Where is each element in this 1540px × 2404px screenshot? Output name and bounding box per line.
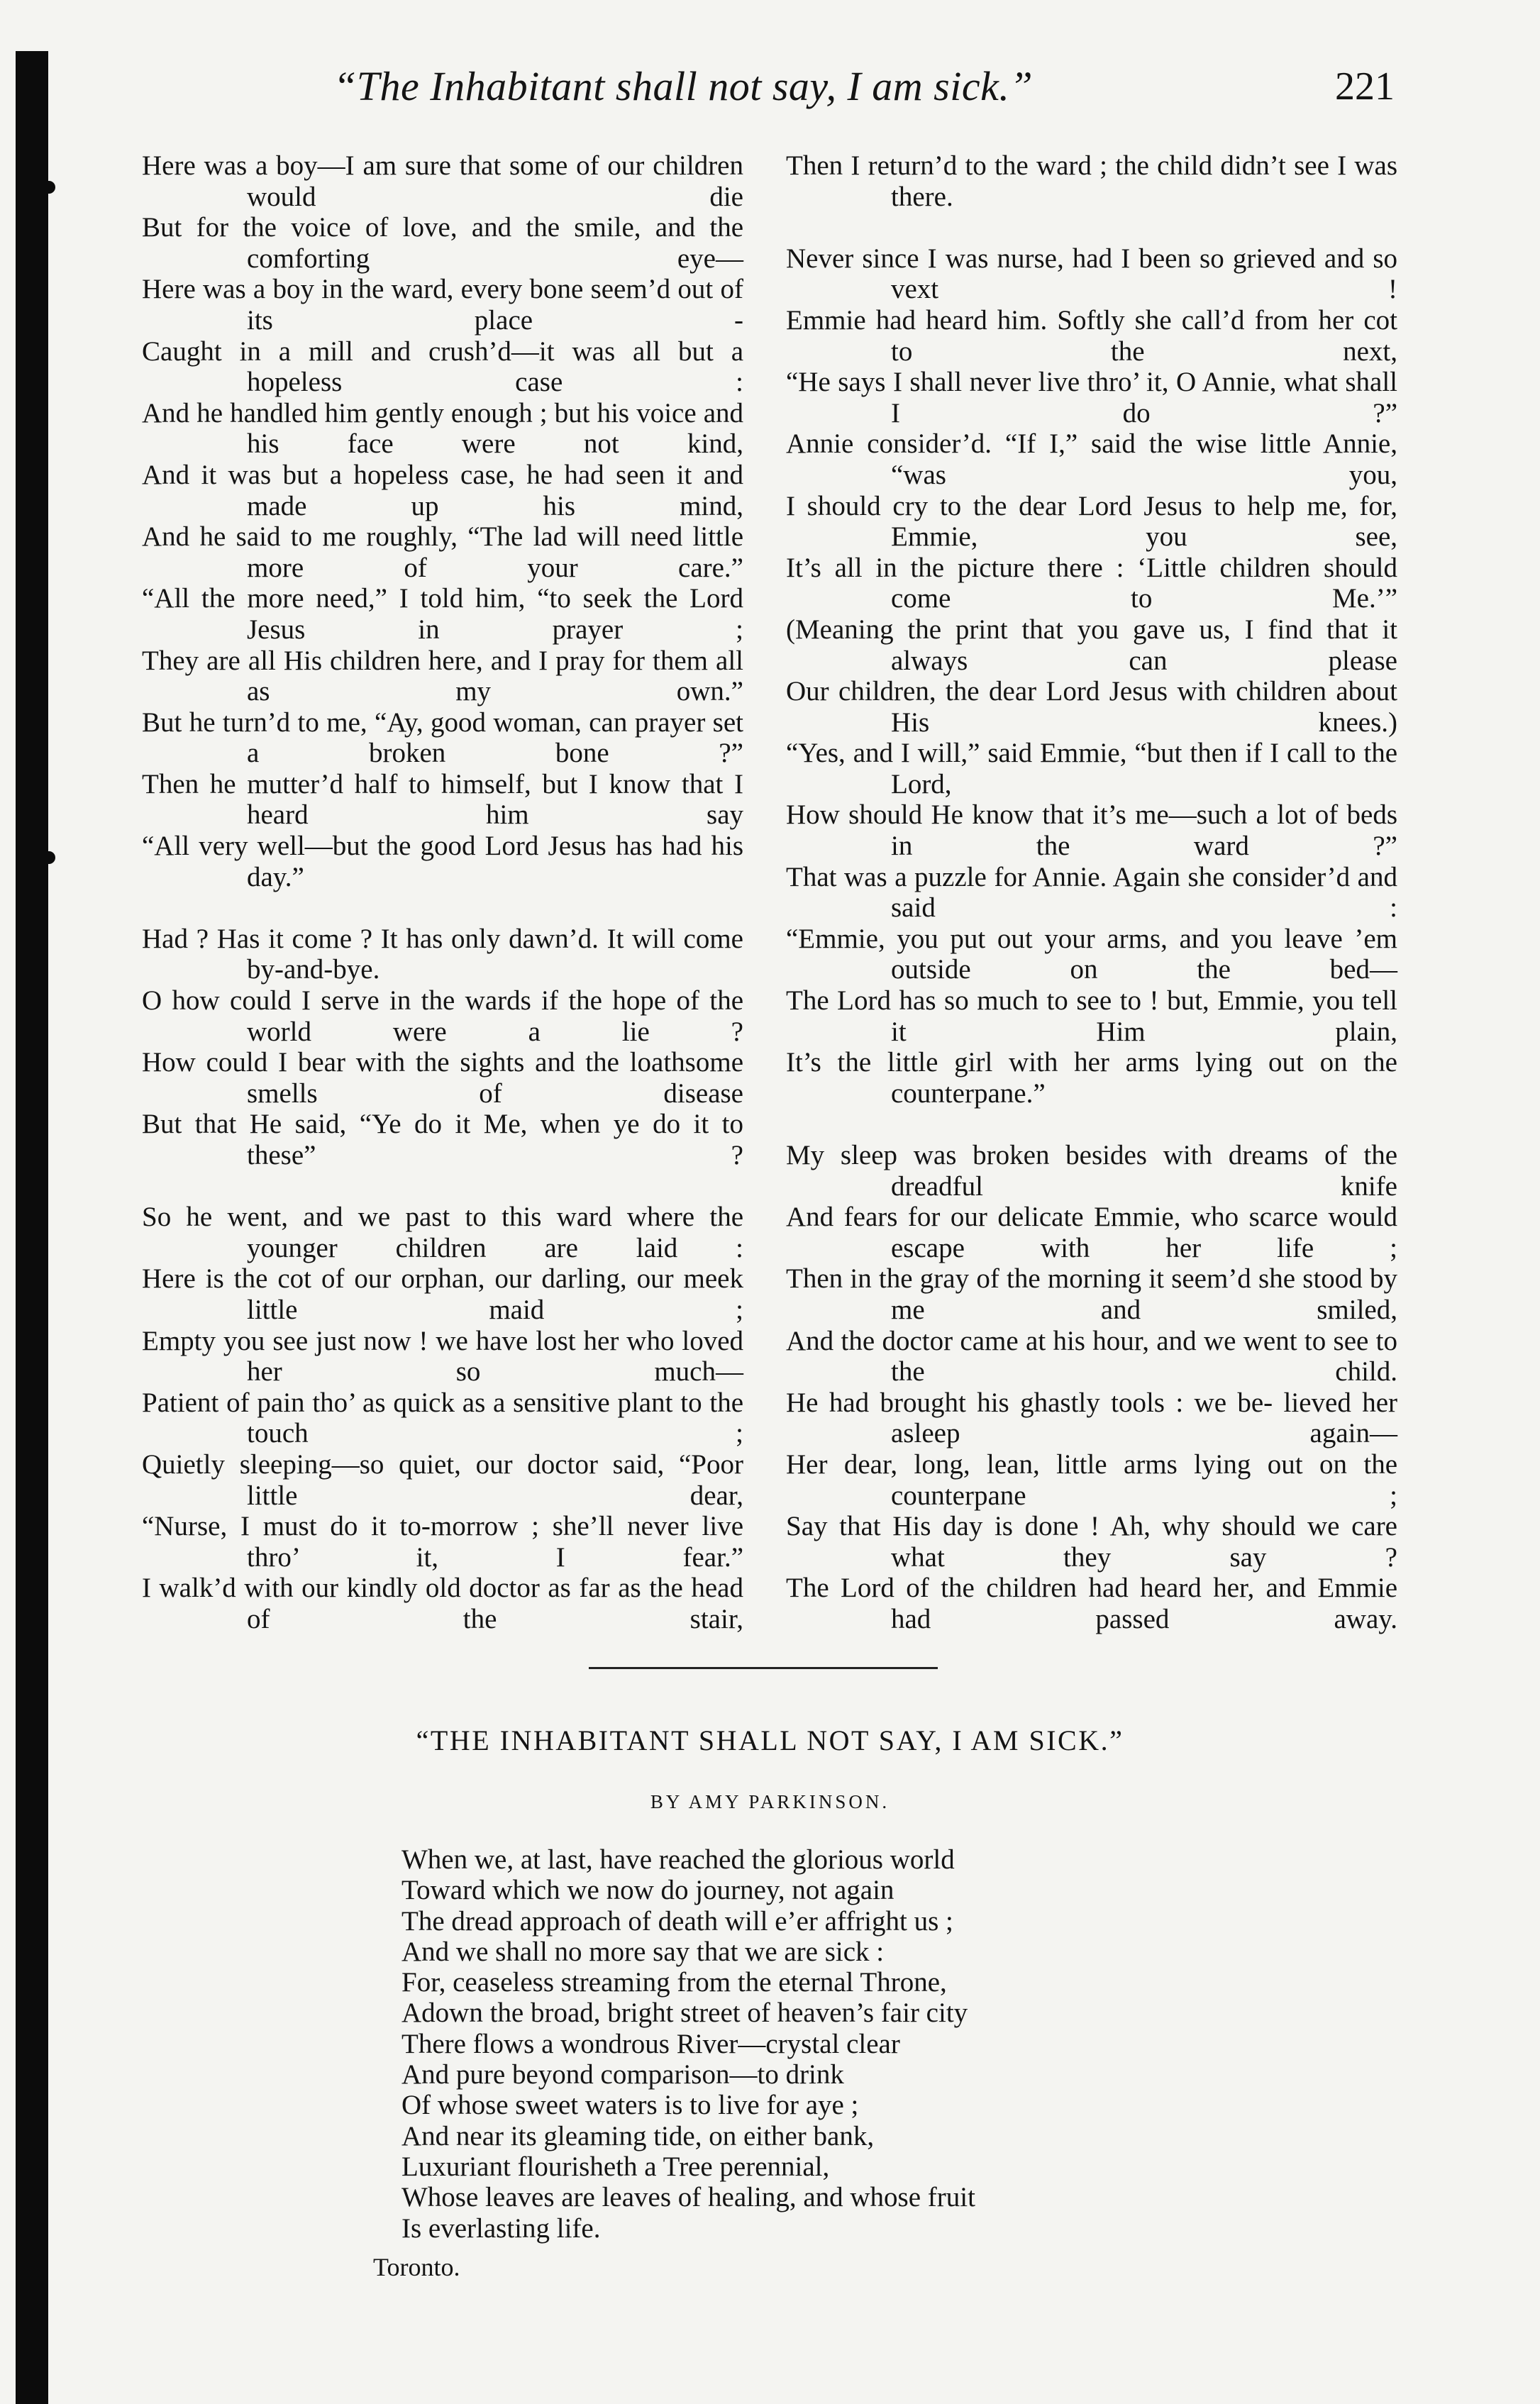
- verse-line-continuation: from her cot to the next,: [891, 304, 1398, 367]
- verse-line-continuation: what shall I do ?”: [891, 367, 1398, 428]
- verse-line: [142, 1573, 743, 1634]
- verse-line: [786, 1263, 1397, 1325]
- verse-line-continuation: never live thro’ it, I fear.”: [247, 1511, 744, 1573]
- poem-line: Toward which we now do journey, not again: [401, 1875, 894, 1906]
- verse-line-continuation: on the counterpane ;: [891, 1449, 1398, 1511]
- poem-line: And pure beyond comparison—to drink: [401, 2059, 844, 2090]
- binding-notch: [40, 181, 55, 194]
- verse-line: [142, 646, 743, 707]
- verse-line-text: My sleep was broken besides with dreams: [786, 1140, 1309, 1170]
- verse-line-continuation: loathsome smells of disease: [247, 1047, 744, 1109]
- poem-line: Whose leaves are leaves of healing, and whose fruit: [401, 2182, 975, 2213]
- verse-line: [142, 1326, 743, 1387]
- verse-line-continuation: the Lord Jesus in prayer ;: [247, 583, 743, 645]
- stanza: [786, 1140, 1397, 1635]
- poem-byline: BY AMY PARKINSON.: [650, 1791, 890, 1812]
- verse-line-continuation: should come to Me.’”: [891, 552, 1397, 614]
- verse-line: [142, 1511, 743, 1573]
- section-divider: [589, 1667, 938, 1669]
- verse-line-text: And he said to me roughly, “The lad will: [142, 521, 621, 553]
- verse-line: [786, 150, 1397, 212]
- verse-line-continuation: seem’d out of its place -: [247, 274, 743, 336]
- verse-line: [786, 924, 1397, 985]
- verse-line: [786, 1140, 1397, 1202]
- verse-line-text: How could I bear with the sights and the: [142, 1047, 619, 1078]
- verse-line-continuation: scarce would escape with her life ;: [891, 1202, 1398, 1263]
- verse-line-continuation: plant to the touch ;: [247, 1387, 744, 1449]
- verse-line-continuation: didn’t see I was there.: [891, 150, 1398, 212]
- page-binding-edge: [16, 51, 48, 2404]
- verse-line: [786, 553, 1397, 614]
- verse-line: [142, 1449, 743, 1511]
- verse-line-text: But that He said, “Ye do it Me, when ye: [142, 1109, 640, 1140]
- verse-line-text: O how could I serve in the wards if the hope: [142, 985, 667, 1017]
- verse-line-text: And he handled him gently enough ; but his: [142, 397, 630, 428]
- verse-line-text: Annie consider’d. “If I,” said the wise: [786, 428, 1247, 460]
- verse-line-text: Patient of pain tho’ as quick as a sensitive: [142, 1387, 610, 1418]
- verse-line-text: Say that His day is done ! Ah, why should: [786, 1511, 1296, 1542]
- poem-line: The dread approach of death will e’er affright us ;: [401, 1905, 953, 1937]
- stanza: [786, 150, 1397, 212]
- verse-line: [786, 1573, 1397, 1634]
- verse-line-text: Then in the gray of the morning it seem’d: [786, 1263, 1251, 1295]
- poem-body: [401, 1844, 1182, 2244]
- verse-line-continuation: it and made up his mind,: [247, 459, 744, 521]
- verse-line-text: Emmie had heard him. Softly she call’d: [786, 304, 1245, 336]
- verse-line-text: But he turn’d to me, “Ay, good woman,: [142, 707, 582, 738]
- verse-line: [786, 243, 1397, 305]
- verse-line-continuation: the comforting eye—: [247, 212, 744, 274]
- verse-line-continuation: of the dreadful knife: [891, 1140, 1398, 1202]
- verse-line-text: How should He know that it’s me—such a: [786, 799, 1268, 831]
- verse-line-text: Caught in a mill and crush’d—it was all but: [142, 336, 714, 367]
- poem-line: Adown the broad, bright street of heaven’s fair city: [401, 1998, 968, 2029]
- verse-line-text: Had ? Has it come ? It has only dawn’d.: [142, 923, 599, 954]
- verse-line-text: It’s the little girl with her arms lying out: [786, 1047, 1304, 1078]
- stanza: [142, 924, 743, 1171]
- verse-line-text: It’s all in the picture there : ‘Little children: [786, 552, 1311, 583]
- verse-line-text: They are all His children here, and I pray: [142, 645, 605, 676]
- stanza: [142, 1202, 743, 1634]
- verse-line-continuation: went to see to the child.: [891, 1325, 1398, 1387]
- verse-line: [142, 769, 743, 831]
- poem-line: Of whose sweet waters is to live for aye ;: [401, 2090, 859, 2121]
- verse-line-text: “Emmie, you put out your arms, and you: [786, 923, 1273, 954]
- verse-line: [142, 985, 743, 1047]
- verse-line-text: Her dear, long, lean, little arms lying out: [786, 1449, 1303, 1480]
- left-text-column: [142, 150, 743, 1635]
- binding-notch: [40, 851, 55, 864]
- verse-line-text: (Meaning the print that you gave us, I find: [786, 614, 1313, 645]
- verse-line-text: “Nurse, I must do it to-morrow ; she’ll: [142, 1511, 614, 1542]
- verse-line-text: Here was a boy in the ward, every bone: [142, 274, 584, 305]
- verse-line-text: And the doctor came at his hour, and we: [786, 1325, 1236, 1356]
- verse-line-text: He had brought his ghastly tools : we be-: [786, 1387, 1273, 1418]
- verse-line: [786, 1047, 1397, 1109]
- verse-line: [786, 1387, 1397, 1449]
- verse-line-text: Never since I was nurse, had I been so: [786, 243, 1224, 274]
- verse-line-text: Then he mutter’d half to himself, but I: [142, 768, 598, 799]
- verse-line-continuation: a hopeless case :: [247, 336, 743, 398]
- verse-line: [786, 1326, 1397, 1387]
- verse-line-continuation: on the counterpane.”: [891, 1047, 1397, 1109]
- verse-line-text: Our children, the dear Lord Jesus with: [786, 676, 1226, 707]
- poem-line: And near its gleaming tide, on either bank,: [401, 2120, 875, 2151]
- verse-line-text: Here was a boy—I am sure that some of our: [142, 150, 645, 181]
- verse-line-text: “Yes, and I will,” said Emmie, “but then: [786, 738, 1238, 769]
- verse-line-continuation: “Poor little dear,: [247, 1449, 743, 1511]
- verse-line-text: That was a puzzle for Annie. Again she: [786, 861, 1225, 892]
- verse-line: [142, 212, 743, 274]
- verse-line: [786, 862, 1397, 924]
- verse-line: [786, 491, 1397, 553]
- verse-line: [142, 398, 743, 460]
- verse-line: [786, 738, 1397, 799]
- verse-line: [142, 521, 743, 583]
- verse-line-text: Then I return’d to the ward ; the child: [786, 150, 1213, 181]
- verse-line-continuation: children would die: [247, 150, 743, 212]
- verse-line-continuation: the younger children are laid :: [247, 1202, 744, 1263]
- verse-line-text: Quietly sleeping—so quiet, our doctor said,: [142, 1449, 665, 1480]
- poem-line: There flows a wondrous River—crystal clear: [401, 2028, 900, 2059]
- verse-line-continuation: for them all as my own.”: [247, 645, 743, 707]
- verse-line-continuation: know that I heard him say: [247, 768, 744, 831]
- verse-line: [786, 428, 1397, 490]
- verse-line: [786, 985, 1397, 1047]
- verse-line-continuation: as the head of the stair,: [247, 1573, 743, 1634]
- verse-line: [142, 1109, 743, 1170]
- verse-line: [142, 1202, 743, 1263]
- verse-line-text: “He says I shall never live thro’ it, O Annie,: [786, 367, 1277, 398]
- verse-line: [786, 305, 1397, 367]
- verse-line: [142, 1263, 743, 1325]
- verse-line-continuation: has had his day.”: [247, 831, 743, 892]
- verse-line: [142, 583, 743, 645]
- verse-line-text: So he went, and we past to this ward where: [142, 1202, 695, 1233]
- verse-line-text: I walk’d with our kindly old doctor as far: [142, 1573, 610, 1604]
- verse-line-text: “All the more need,” I told him, “to seek: [142, 583, 632, 614]
- verse-line-text: And fears for our delicate Emmie, who: [786, 1202, 1239, 1233]
- verse-line: [142, 336, 743, 398]
- verse-line: [786, 799, 1397, 861]
- running-title: “The Inhabitant shall not say, I am sick.”: [333, 63, 1034, 109]
- verse-line-continuation: It will come by-and-bye.: [247, 923, 743, 985]
- verse-line: [142, 707, 743, 769]
- verse-line-continuation: do it to these” ?: [247, 1109, 744, 1170]
- verse-line: [142, 1387, 743, 1449]
- verse-line-text: And it was but a hopeless case, he had seen: [142, 459, 665, 490]
- verse-line-continuation: children about His knees.): [891, 676, 1398, 738]
- verse-line-continuation: leave ’em outside on the bed—: [891, 923, 1398, 985]
- poem-place: Toronto.: [373, 2253, 460, 2281]
- verse-line: [142, 274, 743, 336]
- verse-line-continuation: who loved her so much—: [247, 1325, 744, 1387]
- verse-line: [786, 676, 1397, 738]
- verse-line-continuation: need little more of your care.”: [247, 521, 744, 583]
- verse-line-continuation: Emmie had passed away.: [891, 1573, 1397, 1634]
- verse-line: [142, 831, 743, 892]
- verse-line: [786, 1202, 1397, 1263]
- verse-line: [142, 460, 743, 521]
- poem-line: Luxuriant flourisheth a Tree perennial,: [401, 2151, 830, 2182]
- verse-line-text: Here is the cot of our orphan, our darling,: [142, 1263, 627, 1295]
- verse-line-text: “All very well—but the good Lord Jesus: [142, 831, 606, 862]
- verse-line-continuation: you tell it Him plain,: [891, 985, 1397, 1047]
- verse-line-continuation: we care what they say ?: [891, 1511, 1397, 1573]
- poem-line: And we shall no more say that we are sick :: [401, 1936, 885, 1967]
- verse-line-continuation: that it always can please: [891, 614, 1398, 676]
- verse-line-continuation: voice and his face were not kind,: [247, 397, 744, 460]
- verse-line-continuation: if I call to the Lord,: [891, 738, 1398, 799]
- right-text-column: [786, 150, 1397, 1635]
- verse-line-continuation: little Annie, “was you,: [891, 428, 1397, 490]
- verse-line-text: I should cry to the dear Lord Jesus to help: [786, 490, 1295, 521]
- verse-line-text: The Lord of the children had heard her, and: [786, 1573, 1306, 1604]
- verse-line-continuation: me, for, Emmie, you see,: [891, 490, 1398, 553]
- verse-line-text: But for the voice of love, and the smile, and: [142, 212, 696, 243]
- verse-line-text: The Lord has so much to see to ! but, Emmie,: [786, 985, 1304, 1017]
- verse-line: [142, 150, 743, 212]
- poem-line: For, ceaseless streaming from the eternal Throne,: [401, 1967, 947, 1998]
- stanza: [142, 150, 743, 892]
- verse-line: [142, 924, 743, 985]
- verse-line: [786, 367, 1397, 428]
- poem-title: “THE INHABITANT SHALL NOT SAY, I AM SICK.”: [416, 1724, 1124, 1756]
- verse-line-text: Empty you see just now ! we have lost her: [142, 1325, 619, 1356]
- verse-line-continuation: consider’d and said :: [891, 861, 1397, 924]
- verse-line: [786, 1449, 1397, 1511]
- verse-line-continuation: lot of beds in the ward ?”: [891, 799, 1397, 862]
- poem-line: Is everlasting life.: [401, 2212, 601, 2244]
- verse-line: [142, 1047, 743, 1109]
- verse-line-continuation: our meek little maid ;: [247, 1263, 743, 1325]
- verse-line-continuation: she stood by me and smiled,: [891, 1263, 1398, 1325]
- verse-line-continuation: can prayer set a broken bone ?”: [247, 707, 744, 769]
- verse-line-continuation: of the world were a lie ?: [247, 985, 743, 1047]
- verse-line: [786, 1511, 1397, 1573]
- verse-line-continuation: grieved and so vext !: [891, 243, 1397, 305]
- stanza: [786, 243, 1397, 1109]
- verse-line-continuation: lieved her asleep again—: [891, 1387, 1398, 1449]
- page-number: 221: [1335, 65, 1395, 109]
- verse-line: [786, 614, 1397, 676]
- poem-line: When we, at last, have reached the glorious world: [401, 1844, 955, 1875]
